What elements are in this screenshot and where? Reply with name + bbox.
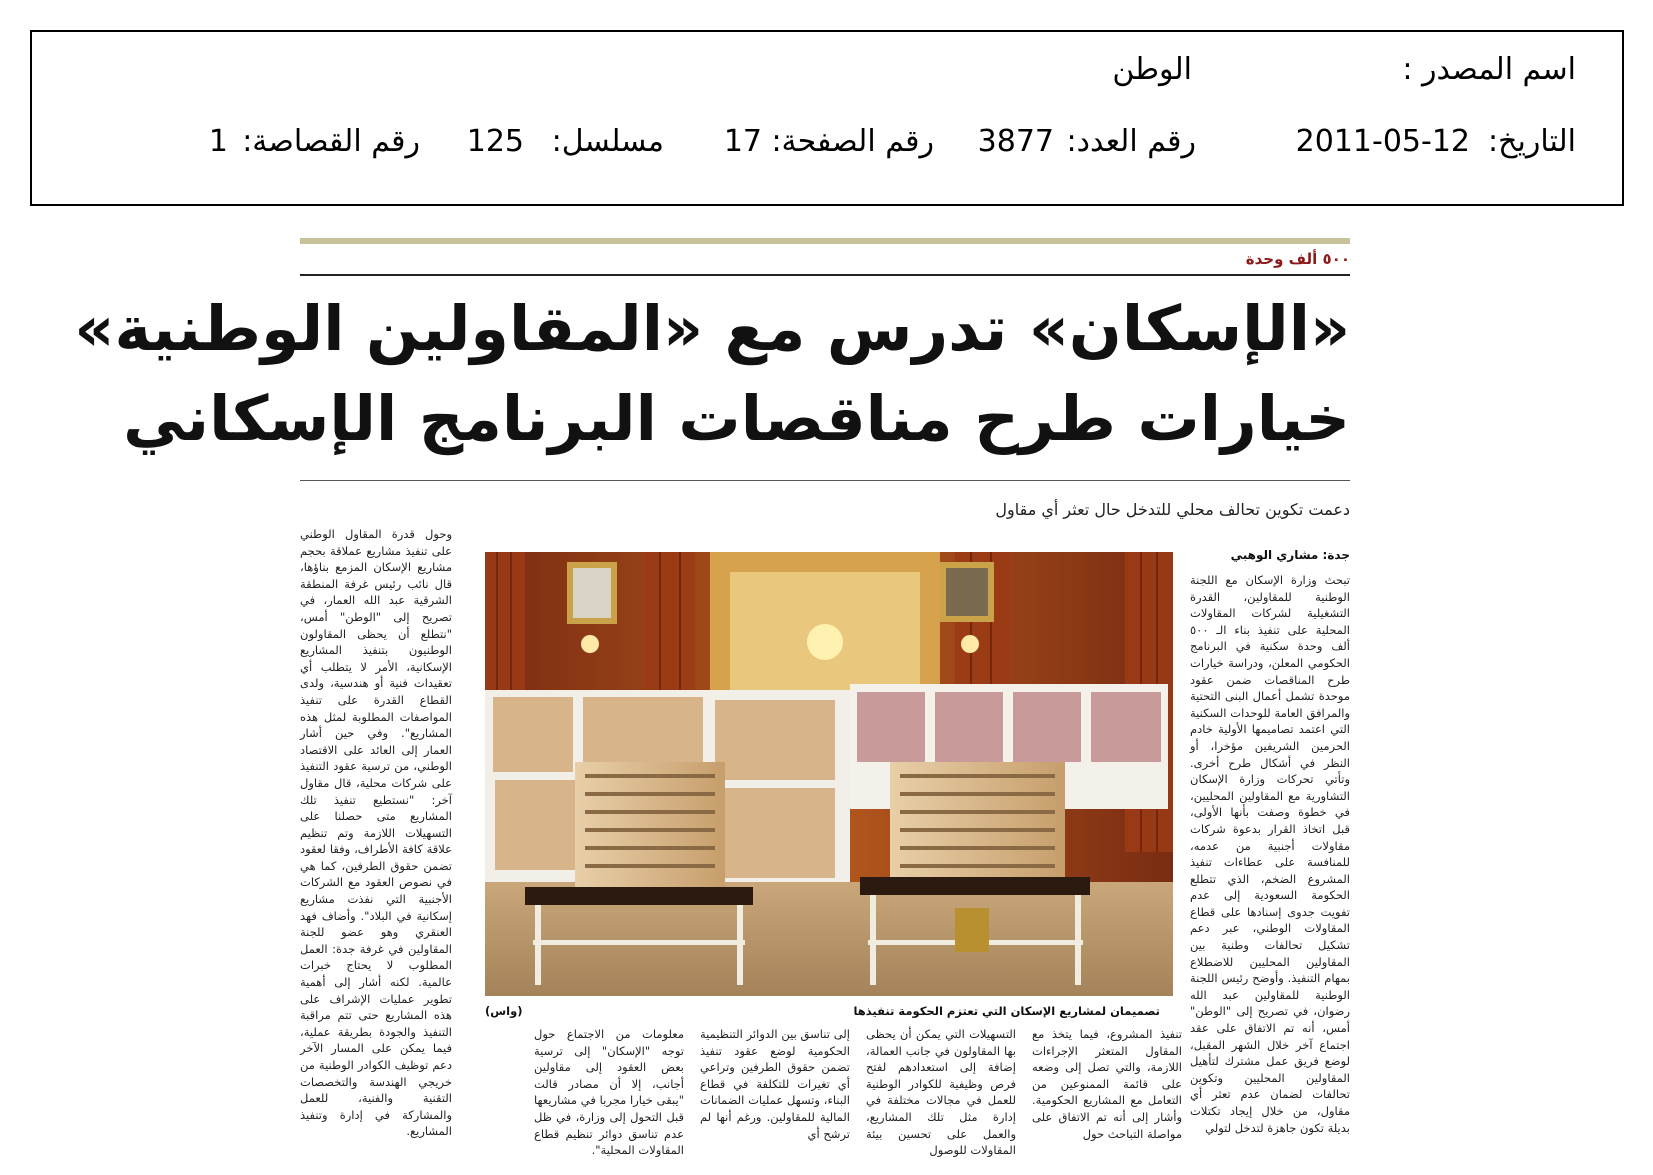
photo-credit: (واس): [485, 1004, 523, 1018]
subheadline: دعمت تكوين تحالف محلي للتدخل حال تعثر أي مقاول: [995, 500, 1350, 519]
serial-label: مسلسل:: [551, 124, 664, 159]
headline-line-2: خيارات طرح مناقصات البرنامج الإسكاني: [123, 382, 1350, 455]
photo-housing-models: [485, 552, 1173, 996]
issue-value: 3877: [977, 124, 1054, 159]
issue-label: رقم العدد:: [1066, 124, 1196, 159]
clip-label: رقم القصاصة:: [242, 124, 420, 159]
page-label: رقم الصفحة:: [771, 124, 934, 159]
date-label: التاريخ:: [1488, 124, 1576, 159]
headline-rule: [300, 480, 1350, 481]
bottom-column-2: التسهيلات التي يمكن أن يحظى بها المقاولون في جانب العمالة، إضافة إلى استعدادهم لفتح فرص وظيفية للكوادر الوطنية للعمل في مجالات مختلفة في إدارة مثل تلك المشاريع، والعمل على تحسين بيئة المقاولات للوصول: [866, 1027, 1016, 1158]
byline: جدة: مشاري الوهبي: [1230, 548, 1350, 562]
date-value: 2011-05-12: [1295, 124, 1470, 159]
bottom-column-4: معلومات من الاجتماع حول توجه "الإسكان" إلى ترسية بعض العقود إلى مقاولين أجانب، إلا أن مصادر قالت "يبقى خيارا مجربا في مشاريعها قبل التحول إلى وزارة، في ظل عدم تناسق دوائر تنظيم قطاع المقاولات المحلية".: [534, 1027, 684, 1158]
newspaper-article: [74, 236, 1350, 1166]
headline-line-1: «الإسكان» تدرس مع «المقاولين الوطنية»: [74, 292, 1350, 365]
clip-value: 1: [208, 124, 228, 159]
bottom-column-3: إلى تناسق بين الدوائر التنظيمية الحكومية لوضع عقود تنفيذ تضمن حقوق الطرفين وتراعي أي تغيرات للتكلفة في قطاع البناء، وتسهل عمليات الضمانات المالية للمقاولين. ورغم أنها لم ترشح أي: [700, 1027, 850, 1141]
bottom-column-1: تنفيذ المشروع، فيما يتخذ مع المقاول المتعثر الإجراءات اللازمة، والتي تصل إلى وضعه على قائمة الممنوعين من التعامل مع المشاريع الحكومية. وأشار إلى أنه تم الاتفاق على مواصلة التباحث حول: [1032, 1027, 1182, 1141]
kicker-rule: [300, 274, 1350, 276]
page-value: 17: [723, 124, 762, 159]
kicker: ٥٠٠ ألف وحدة: [1245, 250, 1350, 268]
source-label: اسم المصدر :: [1402, 52, 1576, 87]
serial-value: 125: [466, 124, 524, 159]
source-value: الوطن: [1112, 52, 1192, 87]
top-rule: [300, 238, 1350, 244]
photo-caption: تصميمان لمشاريع الإسكان التي تعتزم الحكومة تنفيذها: [853, 1004, 1160, 1018]
clipping-meta-box: [30, 30, 1624, 206]
article-column-right: تبحث وزارة الإسكان مع اللجنة الوطنية للمقاولين، القدرة التشغيلية لشركات المقاولات المحلية على تنفيذ بناء الـ ٥٠٠ ألف وحدة سكنية في البرنامج الحكومي المعلن، ودراسة خيارات طرح المناقصات ضمن عقود موحدة تشمل أعمال البنى التحتية والمرافق العامة للوحدات السكنية التي اعتمد تصاميمها الأولية خادم الحرمين الشريفين مؤخرا، أو النظر في أشكال طرح أخرى. وتأتي تحركات وزارة الإسكان التشاورية مع المقاولين المحليين، في خطوة وصفت بأنها الأولى، قبل اتخاذ القرار بدعوة شركات مقاولات أجنبية من عدمه، للمنافسة على عطاءات تنفيذ المشروع الضخم، الذي تتطلع الحكومة السعودية إلى عدم تفويت جدوى إسنادها على قطاع المقاولات الوطني، عبر دعم تشكيل تحالفات وطنية بين المقاولين المحليين للاضطلاع بمهام التنفيذ. وأوضح رئيس اللجنة الوطنية للمقاولين عبد الله رضوان، في تصريح إلى "الوطن" أمس، أنه تم الاتفاق على عقد اجتماع آخر خلال الشهر المقبل، لوضع فريق عمل مشترك لتأهيل المقاولين المحليين وتكوين تحالفات لضمان عدم تعثر أي مقاول، من خلال إيجاد تكتلات بديلة تكون جاهزة لتدخل لتولي: [1190, 573, 1350, 1135]
article-column-left: وحول قدرة المقاول الوطني على تنفيذ مشاريع عملاقة بحجم مشاريع الإسكان المزمع بناؤها، قال نائب رئيس غرفة المنطقة الشرقية عبد الله العمار، في تصريح إلى "الوطن" أمس، "نتطلع أن يحظى المقاولون الوطنيون بتنفيذ المشاريع الإسكانية، الأمر لا يتطلب أي تعقيدات فنية أو هندسية، ولدى القطاع القدرة على تنفيذ المواصفات المطلوبة لمثل هذه المشاريع". وفي حين أشار العمار إلى العائد على الاقتصاد الوطني، من ترسية عقود التنفيذ على شركات محلية، قال مقاول آخر: "نستطيع تنفيذ تلك المشاريع متى حصلنا على التسهيلات اللازمة وتم تنظيم علاقة كافة الأطراف، وفقا لعقود تضمن حقوق الطرفين، كما هي في نصوص العقود مع الشركات الأجنبية التي نفذت مشاريع إسكانية في البلاد". وأضاف فهد العنقري وهو عضو للجنة المقاولين في غرفة جدة: العمل المطلوب لا يحتاج خبرات عالمية. لكنه أشار إلى أهمية تطوير عمليات الإشراف على هذه المشاريع حتى تتم مراقبة التنفيذ والجودة بطريقة عملية، فيما يمكن على المسار الآخر دعم توظيف الكوادر الوطنية من خريجي الهندسة والتخصصات التقنية والفنية، للعمل والمشاركة في إدارة وتنفيذ المشاريع.: [300, 527, 452, 1139]
